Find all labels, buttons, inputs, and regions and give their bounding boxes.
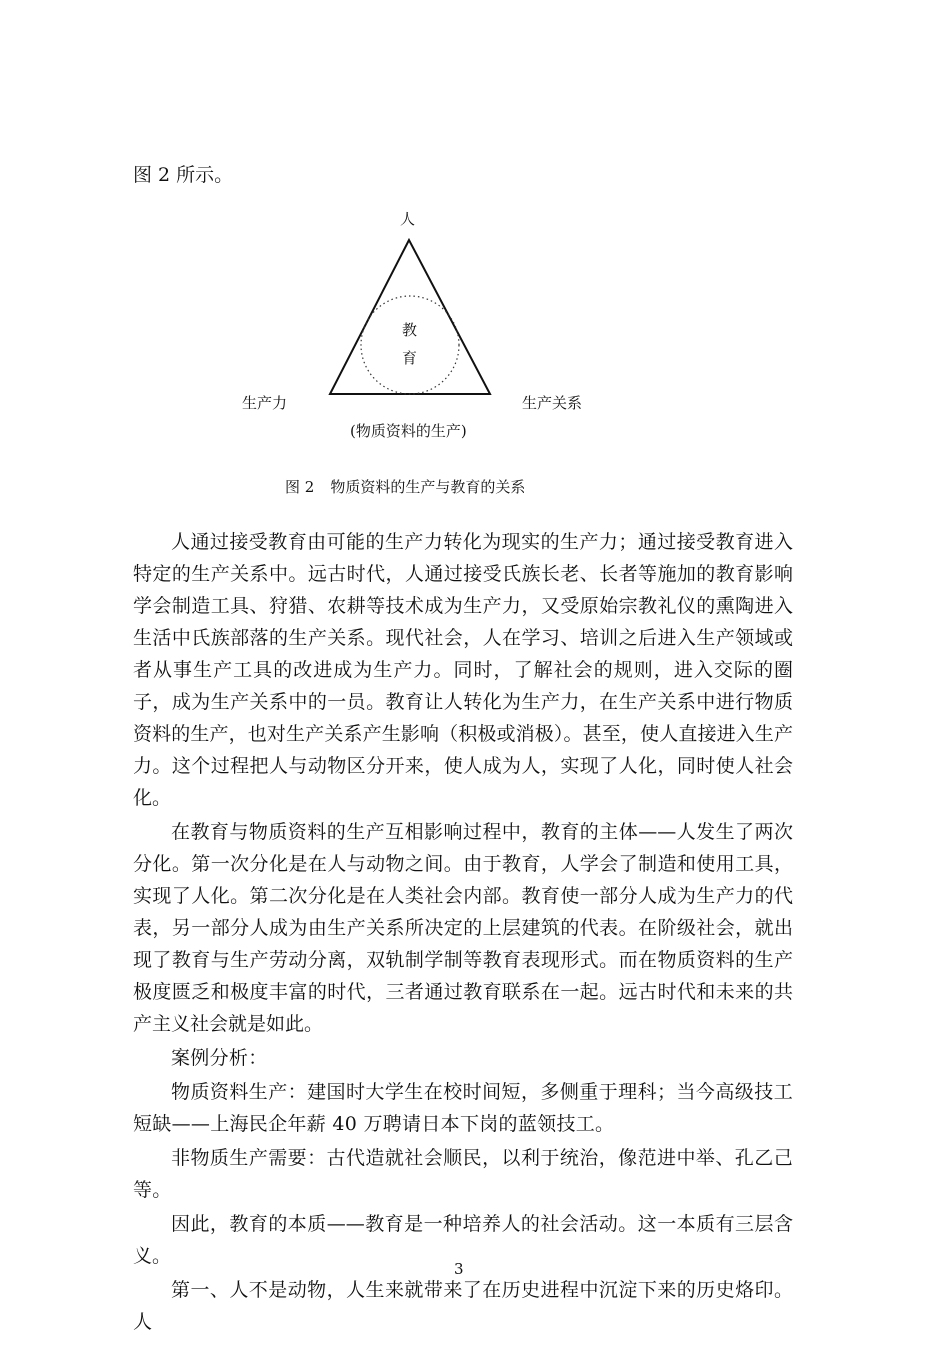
label-production-relations: 生产关系 [522,394,583,412]
figure-caption [285,476,525,497]
label-education-2: 育 [402,349,418,367]
paragraph: 案例分析： [171,1047,268,1069]
intro-line: 图 2 所示。 [133,164,234,186]
body-text [133,526,793,1340]
education-relation-figure [235,205,615,445]
dotted-circle [361,296,459,394]
figure-number: 图 2 [285,478,315,496]
paragraph: 第一、人不是动物，人生来就带来了在历史进程中沉淀下来的历史烙印。人 [133,1279,793,1333]
figure-title: 物质资料的生产与教育的关系 [330,478,526,496]
label-education-1: 教 [402,321,418,339]
paragraph: 物质资料生产：建国时大学生在校时间短，多侧重于理科；当今高级技工短缺——上海民企年薪 40 万聘请日本下岗的蓝领技工。 [133,1081,793,1135]
label-productive-force: 生产力 [242,394,288,412]
paragraph: 人通过接受教育由可能的生产力转化为现实的生产力；通过接受教育进入特定的生产关系中。远古时代，人通过接受氏族长老、长者等施加的教育影响学会制造工具、狩猎、农耕等技术成为生产力，又受原始宗教礼仪的熏陶进入生活中氏族部落的生产关系。现代社会，人在学习、培训之后进入生产领域或者从事生产工具的改进成为生产力。同时，了解社会的规则，进入交际的圈子，成为生产关系中的一员。教育让人转化为生产力，在生产关系中进行物质资料的生产，也对生产关系产生影响（积极或消极）。甚至，使人直接进入生产力。这个过程把人与动物区分开来，使人成为人，实现了人化，同时使人社会化。 [133,531,793,809]
paragraph: 因此，教育的本质——教育是一种培养人的社会活动。这一本质有三层含义。 [133,1213,793,1267]
paragraph: 在教育与物质资料的生产互相影响过程中，教育的主体——人发生了两次分化。第一次分化是在人与动物之间。由于教育，人学会了制造和使用工具，实现了人化。第二次分化是在人类社会内部。教育使一部分人成为生产力的代表，另一部分人成为由生产关系所决定的上层建筑的代表。在阶级社会，就出现了教育与生产劳动分离，双轨制学制等教育表现形式。而在物质资料的生产极度匮乏和极度丰富的时代，三者通过教育联系在一起。远古时代和未来的共产主义社会就是如此。 [133,821,793,1035]
page-number: 3 [454,1260,464,1278]
paragraph: 非物质生产需要：古代造就社会顺民，以利于统治，像范进中举、孔乙己等。 [133,1147,793,1201]
triangle-shape [330,240,490,394]
label-human: 人 [400,210,416,228]
label-material-production: (物质资料的生产) [350,422,467,440]
